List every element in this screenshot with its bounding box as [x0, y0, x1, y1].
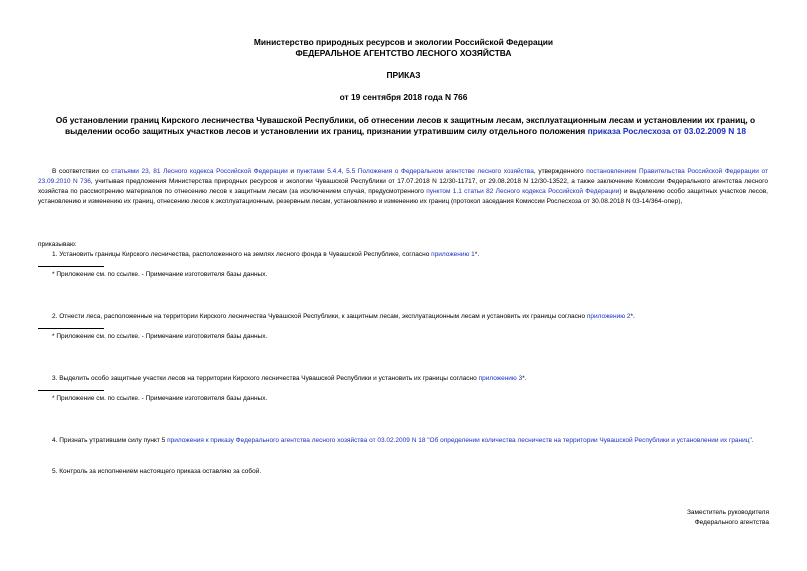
link-order-18-appendix[interactable]: приложения к приказу Федерального агентства лесного хозяйства от 03.02.2009 N 18 "Об определении количества лесничеств на территории Чувашской Республики и установлении их границ": [167, 437, 752, 444]
preamble-paragraph: [38, 167, 768, 207]
item-tail: *.: [474, 251, 480, 258]
title-text: Об установлении границ Кирского лесничества Чувашской Республики, об отнесении лесов к защитным лесам, эксплуатационным лесам и установлении их границ, о выделении особо защитных участков лесов и установлении их границ, признании утратившим силу отдельного положения: [55, 115, 756, 136]
footnote-divider: [38, 328, 104, 329]
order-item-4: [52, 436, 768, 446]
item-text: 2. Отнести леса, расположенные на территории Кирского лесничества Чувашской Республики, к защитным лесам, эксплуатационным лесам и установить их границы согласно: [52, 313, 587, 320]
signature-position-line1: Заместитель руководителя: [687, 509, 769, 516]
link-agency-regulation[interactable]: пунктами 5.4.4, 5.5 Положения о Федеральном агентстве лесного хозяйства: [296, 168, 534, 175]
ministry-heading: Министерство природных ресурсов и экологии Российской Федерации: [253, 37, 554, 47]
order-item-3: [52, 374, 768, 384]
link-appendix-2[interactable]: приложению 2: [586, 313, 631, 320]
footnote-divider: [38, 390, 104, 391]
preamble-text: В соответствии со: [52, 168, 112, 175]
footnote-3: * Приложение см. по ссылке. - Примечание изготовителя базы данных.: [52, 395, 268, 402]
footnote-1: * Приложение см. по ссылке. - Примечание изготовителя базы данных.: [52, 271, 268, 278]
item-text: 5. Контроль за исполнением настоящего приказа оставляю за собой.: [52, 468, 262, 475]
link-forest-code-article-82[interactable]: пунктом 1.1 статьи 82 Лесного кодекса Российской Федерации: [426, 188, 620, 195]
preamble-text: , утвержденного: [533, 168, 587, 175]
item-tail: *.: [522, 375, 527, 382]
item-text: 1. Установить границы Кирского лесничества, расположенного на землях лесного фонда в Чувашской Республике, согласно: [52, 251, 432, 258]
link-appendix-1[interactable]: приложению 1: [431, 251, 475, 258]
item-text: 4. Признать утратившим силу пункт 5: [52, 437, 168, 444]
preamble-text: и: [287, 168, 297, 175]
title-link-order-18[interactable]: приказа Рослесхоза от 03.02.2009 N 18: [587, 126, 746, 136]
document-type: ПРИКАЗ: [386, 70, 421, 80]
link-forest-code-articles[interactable]: статьями 23, 81 Лесного кодекса Российской Федерации: [111, 168, 288, 175]
link-appendix-3[interactable]: приложению 3: [478, 375, 523, 382]
preamble-text: ) и выделению особо защитных участков лесов, установлению и изменению их границ, отнесению лесов к эксплуатационным, резервным лесам, установлению и изменению их границ (протокол заседания Комиссии Рослесхоза от 30.08.2018 N 03-14/364-опер),: [38, 188, 768, 205]
order-item-2: [52, 312, 768, 322]
link-government-decree[interactable]: постановлением Правительства Российской Федерации от 23.09.2010 N 736: [38, 168, 768, 185]
footnote-2: * Приложение см. по ссылке. - Примечание изготовителя базы данных.: [52, 333, 268, 340]
item-tail: .: [751, 437, 754, 444]
order-item-1: [52, 250, 768, 260]
order-word: приказываю:: [38, 241, 77, 248]
agency-heading: ФЕДЕРАЛЬНОЕ АГЕНТСТВО ЛЕСНОГО ХОЗЯЙСТВА: [295, 48, 512, 58]
signature-position-line2: Федерального агентства: [694, 519, 769, 526]
item-tail: *.: [630, 313, 635, 320]
document-title: [52, 115, 759, 137]
footnote-divider: [38, 266, 104, 267]
order-item-5: [52, 467, 768, 477]
preamble-text: , учитывая предложения Министерства природных ресурсов и экологии Чувашской Республики от 17.07.2018 N 12/30-11717, от 29.08.2018 N 12/30-13522, а также заключение Комиссии Федерального агентства лесного хозяйства по рассмотрению материалов по отнесению лесов к защитным лесам (за исключением случая, предусмотренного: [38, 178, 768, 195]
item-text: 3. Выделить особо защитные участки лесов на территории Кирского лесничества Чувашской Республики и установить их границы согласно: [52, 375, 479, 382]
document-date-number: от 19 сентября 2018 года N 766: [339, 92, 468, 102]
